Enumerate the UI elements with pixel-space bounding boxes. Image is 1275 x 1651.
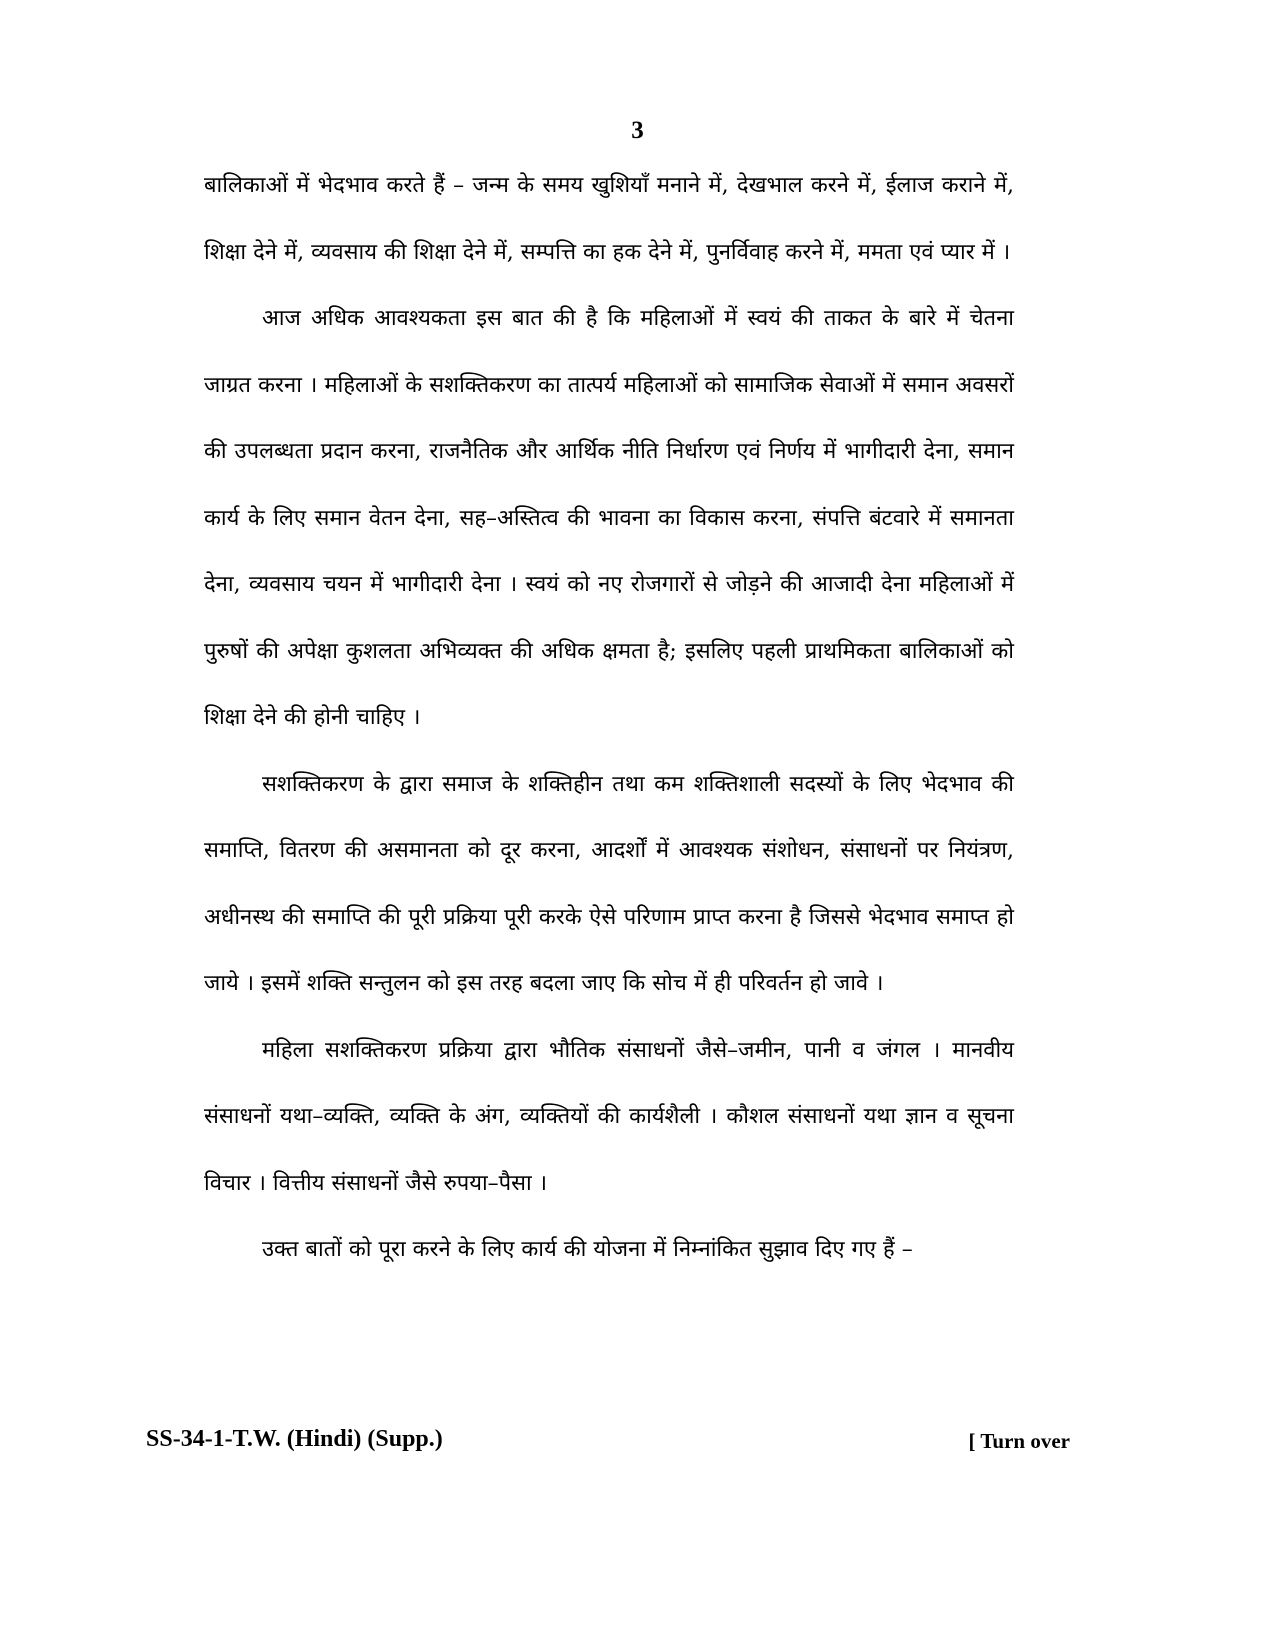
page-number: 3 xyxy=(631,117,644,144)
paragraph-empowerment-process: सशक्तिकरण के द्वारा समाज के शक्तिहीन तथा कम शक्तिशाली सदस्यों के लिए भेदभाव की समाप्ति, वितरण की असमानता को दूर करना, आदर्शों में आवश्यक संशोधन, संसाधनों पर नियंत्रण, अधीनस्थ की समाप्ति की पूरी प्रक्रिया पूरी करके ऐसे परिणाम प्राप्त करना है जिससे भेदभाव समाप्त हो जाये । इसमें शक्ति सन्तुलन को इस तरह बदला जाए कि सोच में ही परिवर्तन हो जावे । xyxy=(204,771,1014,996)
turn-over-label: [ Turn over xyxy=(968,1429,1070,1453)
paragraph-awareness: आज अधिक आवश्यकता इस बात की है कि महिलाओं में स्वयं की ताकत के बारे में चेतना जाग्रत करना । महिलाओं के सशक्तिकरण का तात्पर्य महिलाओं को सामाजिक सेवाओं में समान अवसरों की उपलब्धता प्रदान करना, राजनैतिक और आर्थिक नीति निर्धारण एवं निर्णय में भागीदारी देना, समान कार्य के लिए समान वेतन देना, सह–अस्तित्व की भावना का विकास करना, संपत्ति बंटवारे में समानता देना, व्यवसाय चयन में भागीदारी देना । स्वयं को नए रोजगारों से जोड़ने की आजादी देना महिलाओं में पुरुषों की अपेक्षा कुशलता अभिव्यक्त की अधिक क्षमता है; इसलिए पहली प्राथमिकता बालिकाओं को शिक्षा देने की होनी चाहिए । xyxy=(204,306,1014,730)
paragraph-continued: बालिकाओं में भेदभाव करते हैं – जन्म के समय खुशियाँ मनाने में, देखभाल करने में, ईलाज कराने में, शिक्षा देने में, व्यवसाय की शिक्षा देने में, सम्पत्ति का हक देने में, पुनर्विवाह करने में, ममता एवं प्यार में । xyxy=(204,173,1014,265)
paper-code: SS-34-1-T.W. (Hindi) (Supp.) xyxy=(146,1426,443,1452)
paragraph-suggestions-intro: उक्त बातों को पूरा करने के लिए कार्य की योजना में निम्नांकित सुझाव दिए गए हैं – xyxy=(262,1237,913,1262)
paragraph-resources: महिला सशक्तिकरण प्रक्रिया द्वारा भौतिक संसाधनों जैसे–जमीन, पानी व जंगल । मानवीय संसाधनों यथा–व्यक्ति, व्यक्ति के अंग, व्यक्तियों की कार्यशैली । कौशल संसाधनों यथा ज्ञान व सूचना विचार । वित्तीय संसाधनों जैसे रुपया–पैसा । xyxy=(204,1037,1014,1196)
body-text xyxy=(204,153,1014,1284)
